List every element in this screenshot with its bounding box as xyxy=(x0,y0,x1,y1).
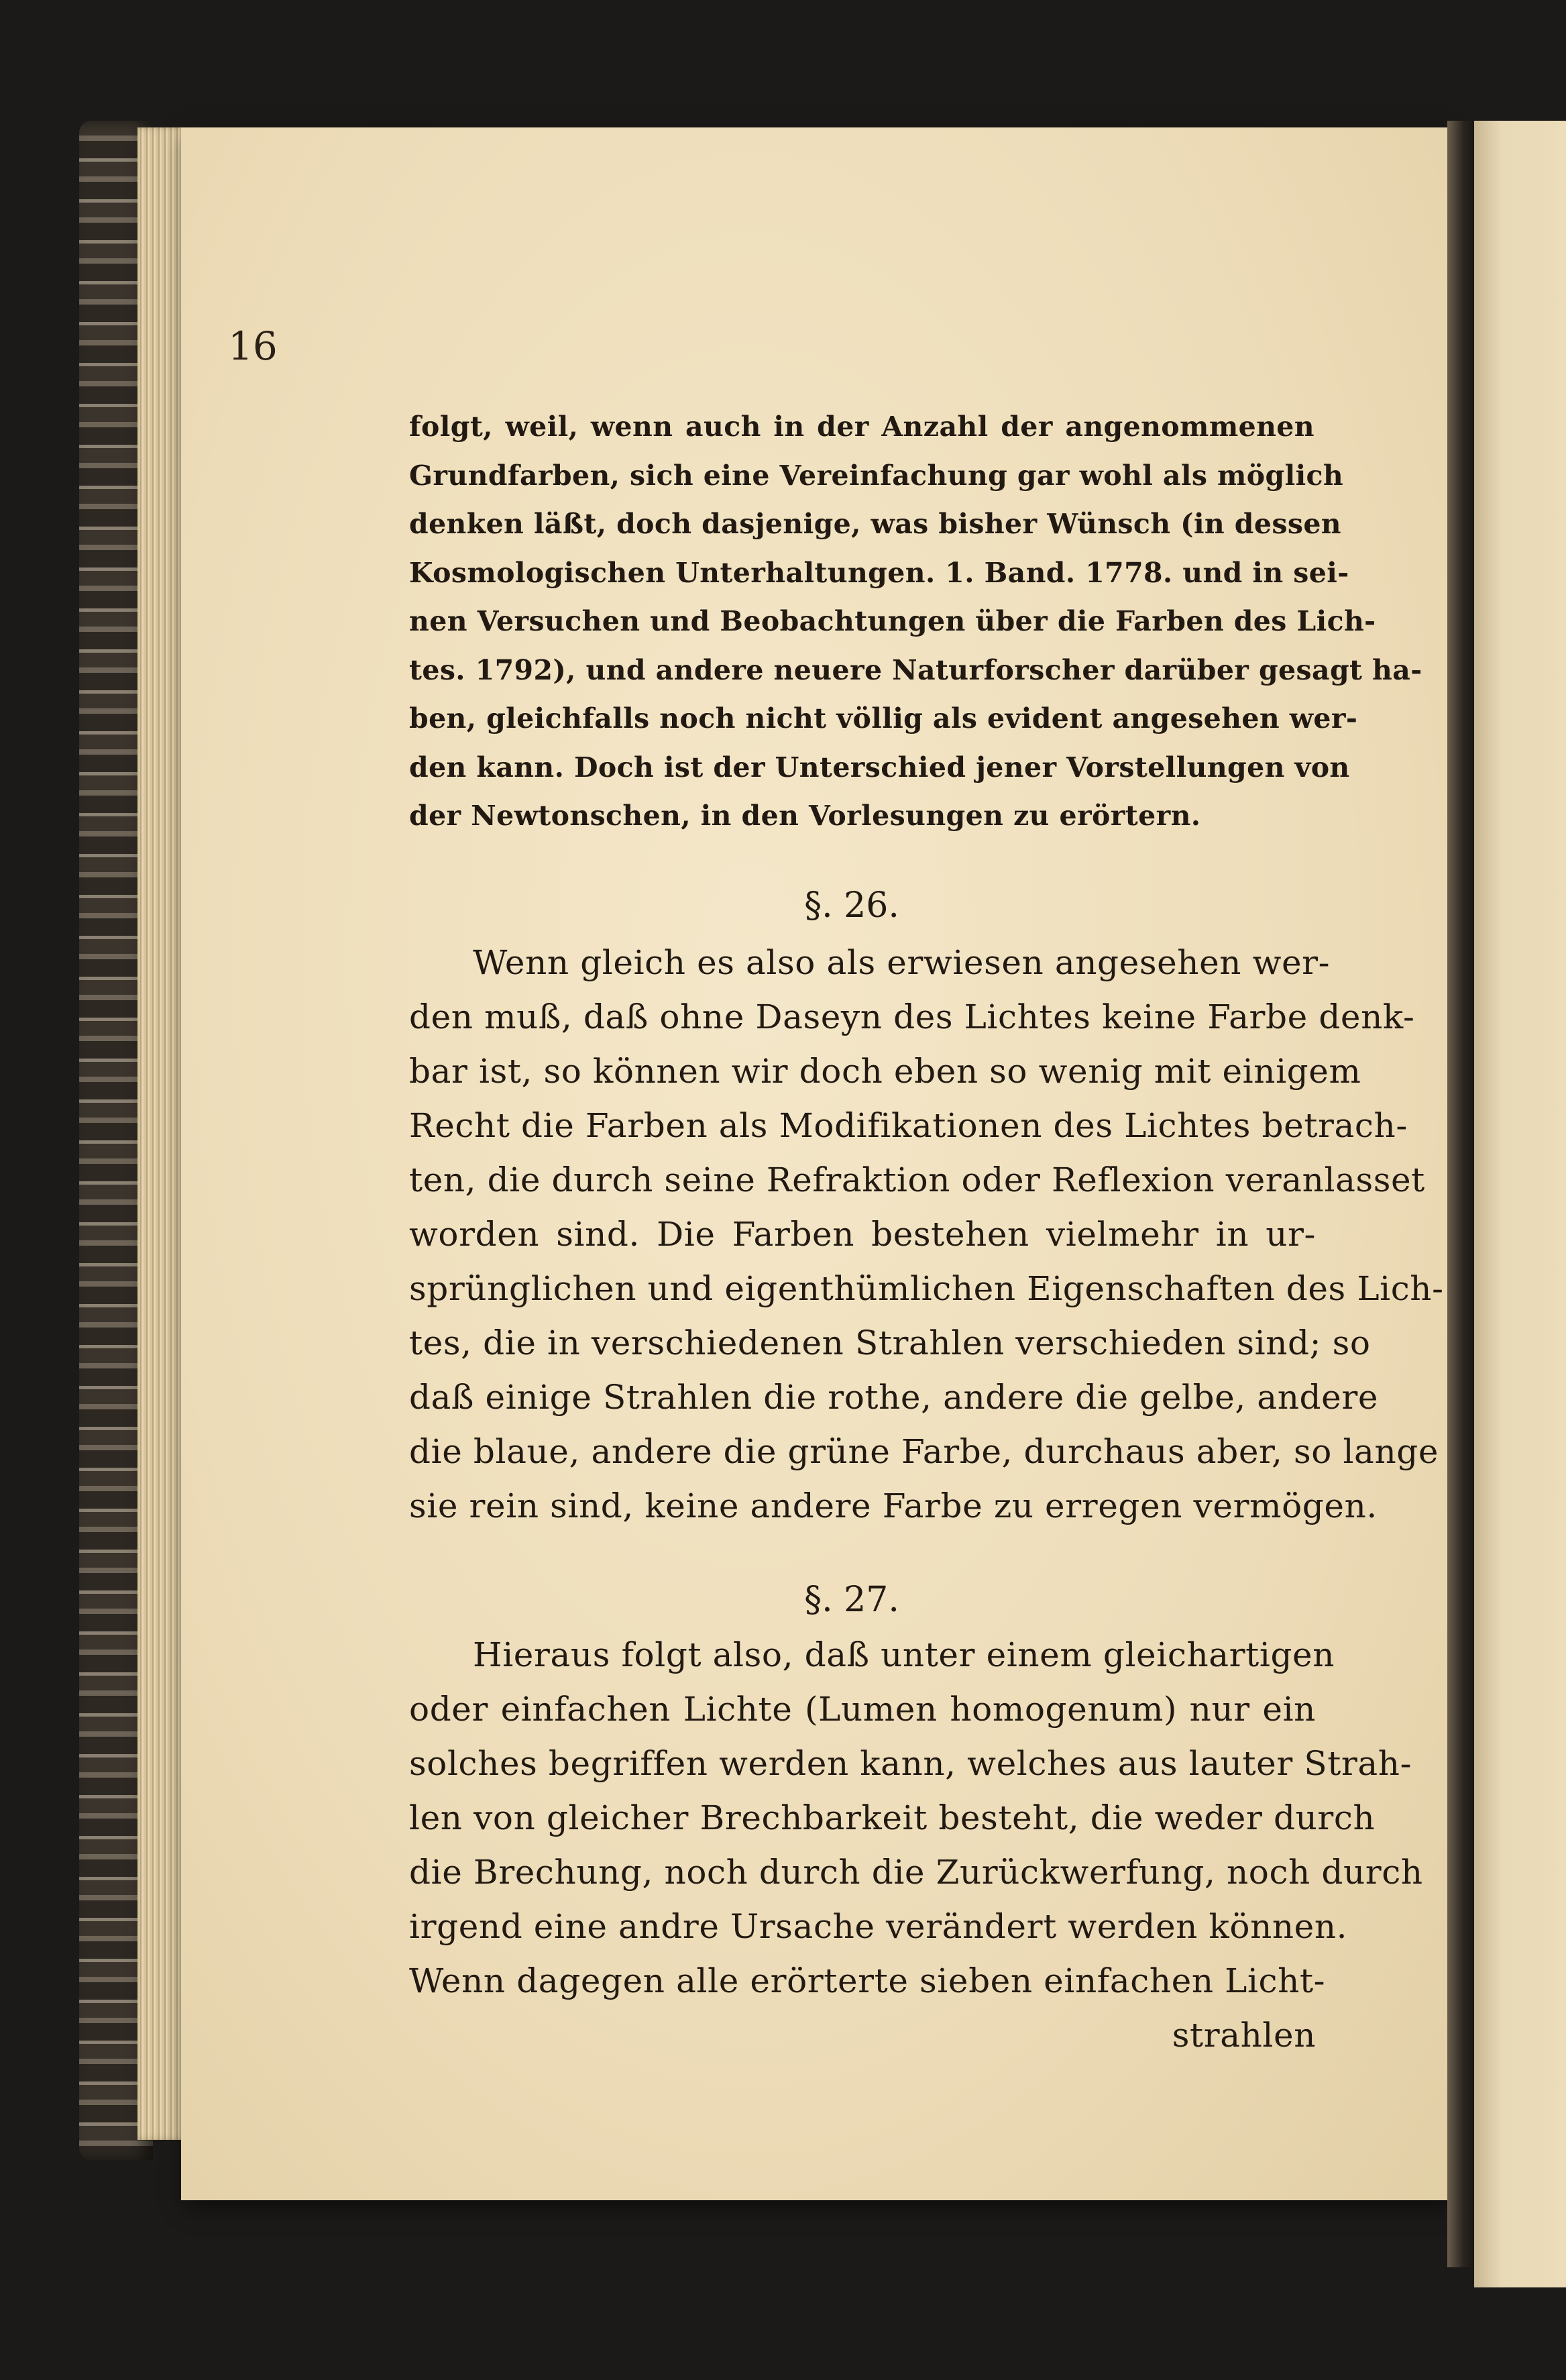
paragraph-27 xyxy=(409,1628,1423,2063)
text-line: Wenn gleich es also als erwiesen angesehen wer- xyxy=(473,943,1331,982)
page-number: 16 xyxy=(228,323,278,369)
footnote-line: Kosmologischen Unterhaltungen. 1. Band. 1778. und in sei- xyxy=(409,556,1349,589)
text-line: Wenn dagegen alle erörterte sieben einfachen Licht- xyxy=(409,1961,1326,2000)
footnote-line: denken läßt, doch dasjenige, was bisher Wünsch (in dessen xyxy=(409,508,1342,540)
section-heading-26: §. 26. xyxy=(804,885,899,926)
footnote-line: nen Versuchen und Beobachtungen über die Farben des Lich- xyxy=(409,605,1376,637)
text-line: Hieraus folgt also, daß unter einem gleichartigen xyxy=(473,1635,1335,1674)
text-line: bar ist, so können wir doch eben so wenig mit einigem xyxy=(409,1052,1361,1091)
text-line: irgend eine andre Ursache verändert werden können. xyxy=(409,1907,1348,1946)
footnote-line: ben, gleichfalls noch nicht völlig als evident angesehen wer- xyxy=(409,702,1358,735)
section-heading-27: §. 27. xyxy=(804,1580,899,1620)
footnote-block xyxy=(409,402,1422,841)
footnote-line: tes. 1792), und andere neuere Naturforscher darüber gesagt ha- xyxy=(409,653,1422,686)
text-line: ten, die durch seine Refraktion oder Reflexion veranlasset xyxy=(409,1160,1425,1199)
text-line: die blaue, andere die grüne Farbe, durchaus aber, so lange xyxy=(409,1432,1439,1471)
text-line: daß einige Strahlen die rothe, andere die gelbe, andere xyxy=(409,1378,1379,1417)
text-line: solches begriffen werden kann, welches aus lauter Strah- xyxy=(409,1744,1412,1783)
footnote-line: folgt, weil, wenn auch in der Anzahl der angenommenen xyxy=(409,411,1315,443)
text-line: sie rein sind, keine andere Farbe zu erregen vermögen. xyxy=(409,1486,1378,1525)
text-line: tes, die in verschiedenen Strahlen verschieden sind; so xyxy=(409,1323,1371,1362)
page-gutter xyxy=(1447,121,1474,2267)
text-line: den muß, daß ohne Daseyn des Lichtes keine Farbe denk- xyxy=(409,997,1415,1036)
footnote-line: der Newtonschen, in den Vorlesungen zu erörtern. xyxy=(409,800,1201,832)
facing-page-edge xyxy=(1474,121,1566,2287)
catchword: strahlen xyxy=(1172,2016,1316,2055)
paragraph-26 xyxy=(409,936,1444,1533)
text-line: worden sind. Die Farben bestehen vielmehr in ur- xyxy=(409,1215,1316,1254)
text-line: oder einfachen Lichte (Lumen homogenum) nur ein xyxy=(409,1690,1316,1729)
text-line: Recht die Farben als Modifikationen des Lichtes betrach- xyxy=(409,1106,1408,1145)
page-edges xyxy=(137,127,188,2140)
text-line: sprünglichen und eigenthümlichen Eigenschaften des Lich- xyxy=(409,1269,1444,1308)
footnote-line: den kann. Doch ist der Unterschied jener Vorstellungen von xyxy=(409,751,1350,783)
footnote-line: Grundfarben, sich eine Vereinfachung gar wohl als möglich xyxy=(409,459,1344,492)
text-line: len von gleicher Brechbarkeit besteht, die weder durch xyxy=(409,1798,1376,1837)
text-line: die Brechung, noch durch die Zurückwerfung, noch durch xyxy=(409,1853,1423,1892)
